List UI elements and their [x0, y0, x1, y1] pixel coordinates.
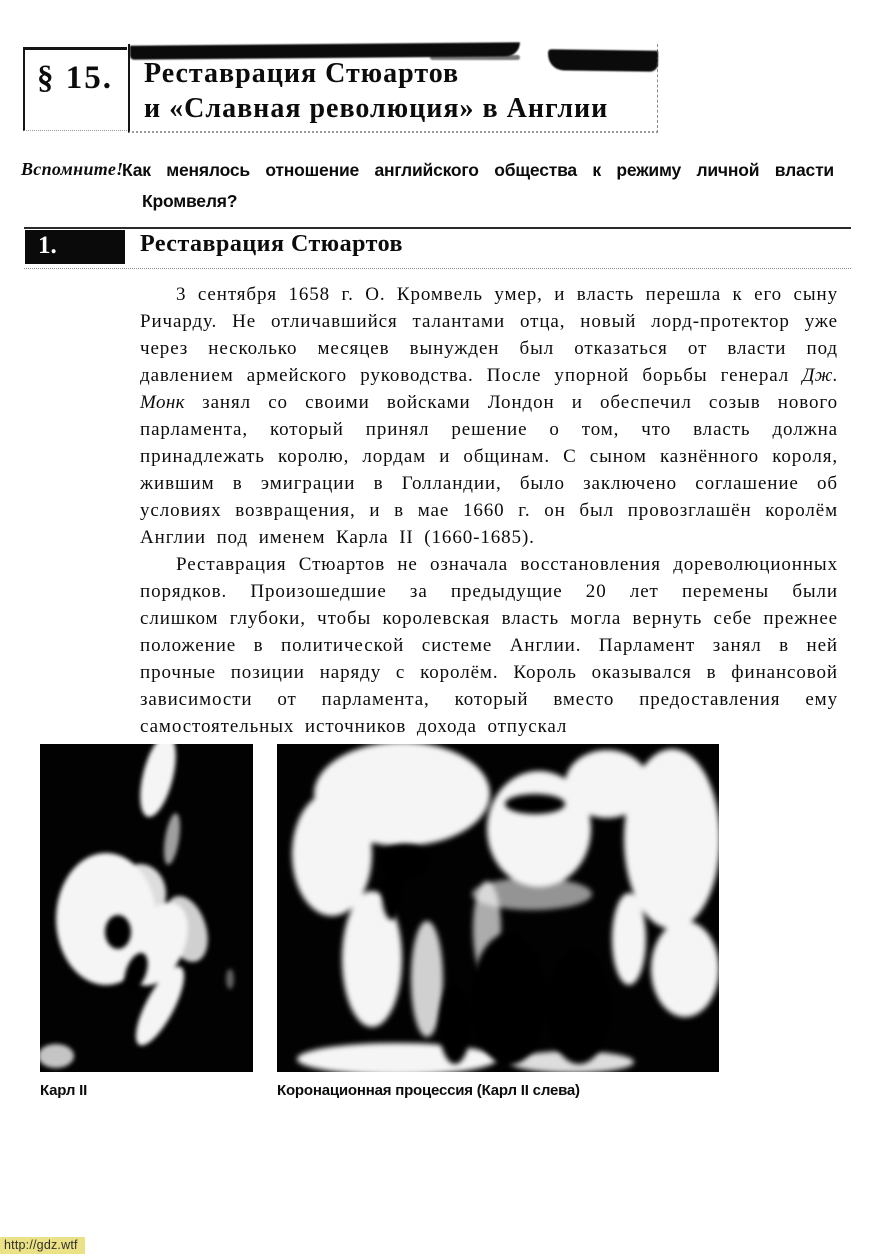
watermark-url: http://gdz.wtf — [0, 1237, 85, 1254]
chapter-title-line1: Реставрация Стюартов — [144, 58, 460, 89]
chapter-title — [144, 56, 608, 126]
body-paragraph-1 — [140, 281, 838, 551]
paragraph-1-text-cont: занял со своими войсками Лондон и обеспечил созыв нового парламента, который принял решение о том, что власть должна принадлежать королю, лордам и общинам. С сыном казнённого короля, жившим в эмиграции в Голландии, было заключено соглашение об условиях возвращения, и в мае 1660 г. он был провозглашён королём Англии под именем Карла II (1660-1685). — [140, 392, 838, 548]
karl-ii-portrait-image — [40, 744, 253, 1072]
section-heading — [24, 227, 851, 269]
paragraph-1-text: 3 сентября 1658 г. О. Кромвель умер, и власть перешла к его сыну Ричарду. Не отличавшийся талантами отца, новый лорд-протектор уже через несколько месяцев вынужден был отказаться от власти под давлением армейского руководства. После упорной борьбы генерал — [140, 284, 838, 386]
figure-caption: Коронационная процессия (Карл II слева) — [277, 1082, 580, 1099]
paragraph-number: § 15. — [37, 60, 113, 96]
coronation-procession-image — [277, 744, 719, 1072]
figure-karl-ii — [40, 744, 253, 1099]
chapter-title-banner — [128, 44, 658, 133]
figure-coronation-procession — [277, 744, 719, 1099]
recall-label: Вспомните! — [21, 159, 124, 179]
recall-question: Как менялось отношение английского общества к режиму личной власти Кромвеля? — [122, 160, 834, 211]
section-title: Реставрация Стюартов — [140, 231, 403, 257]
figure-caption: Карл II — [40, 1082, 88, 1099]
section-number-box: 1. — [25, 230, 125, 264]
paragraph-1-emphasis: Дж. Монк — [140, 365, 838, 413]
body-paragraph-2: Реставрация Стюартов не означала восстановления дореволюционных порядков. Произошедшие за предыдущие 20 лет перемены были слишком глубоки, чтобы королевская власть могла вернуть себе прежнее положение в политической системе Англии. Парламент занял в ней прочные позиции наряду с королём. Король оказывался в финансовой зависимости от парламента, который вместо предоставления ему самостоятельных источников дохода отпускал — [140, 554, 838, 737]
body-text — [140, 281, 838, 740]
chapter-title-line2: и «Славная революция» в Англии — [144, 93, 609, 124]
paragraph-number-box — [23, 47, 127, 131]
